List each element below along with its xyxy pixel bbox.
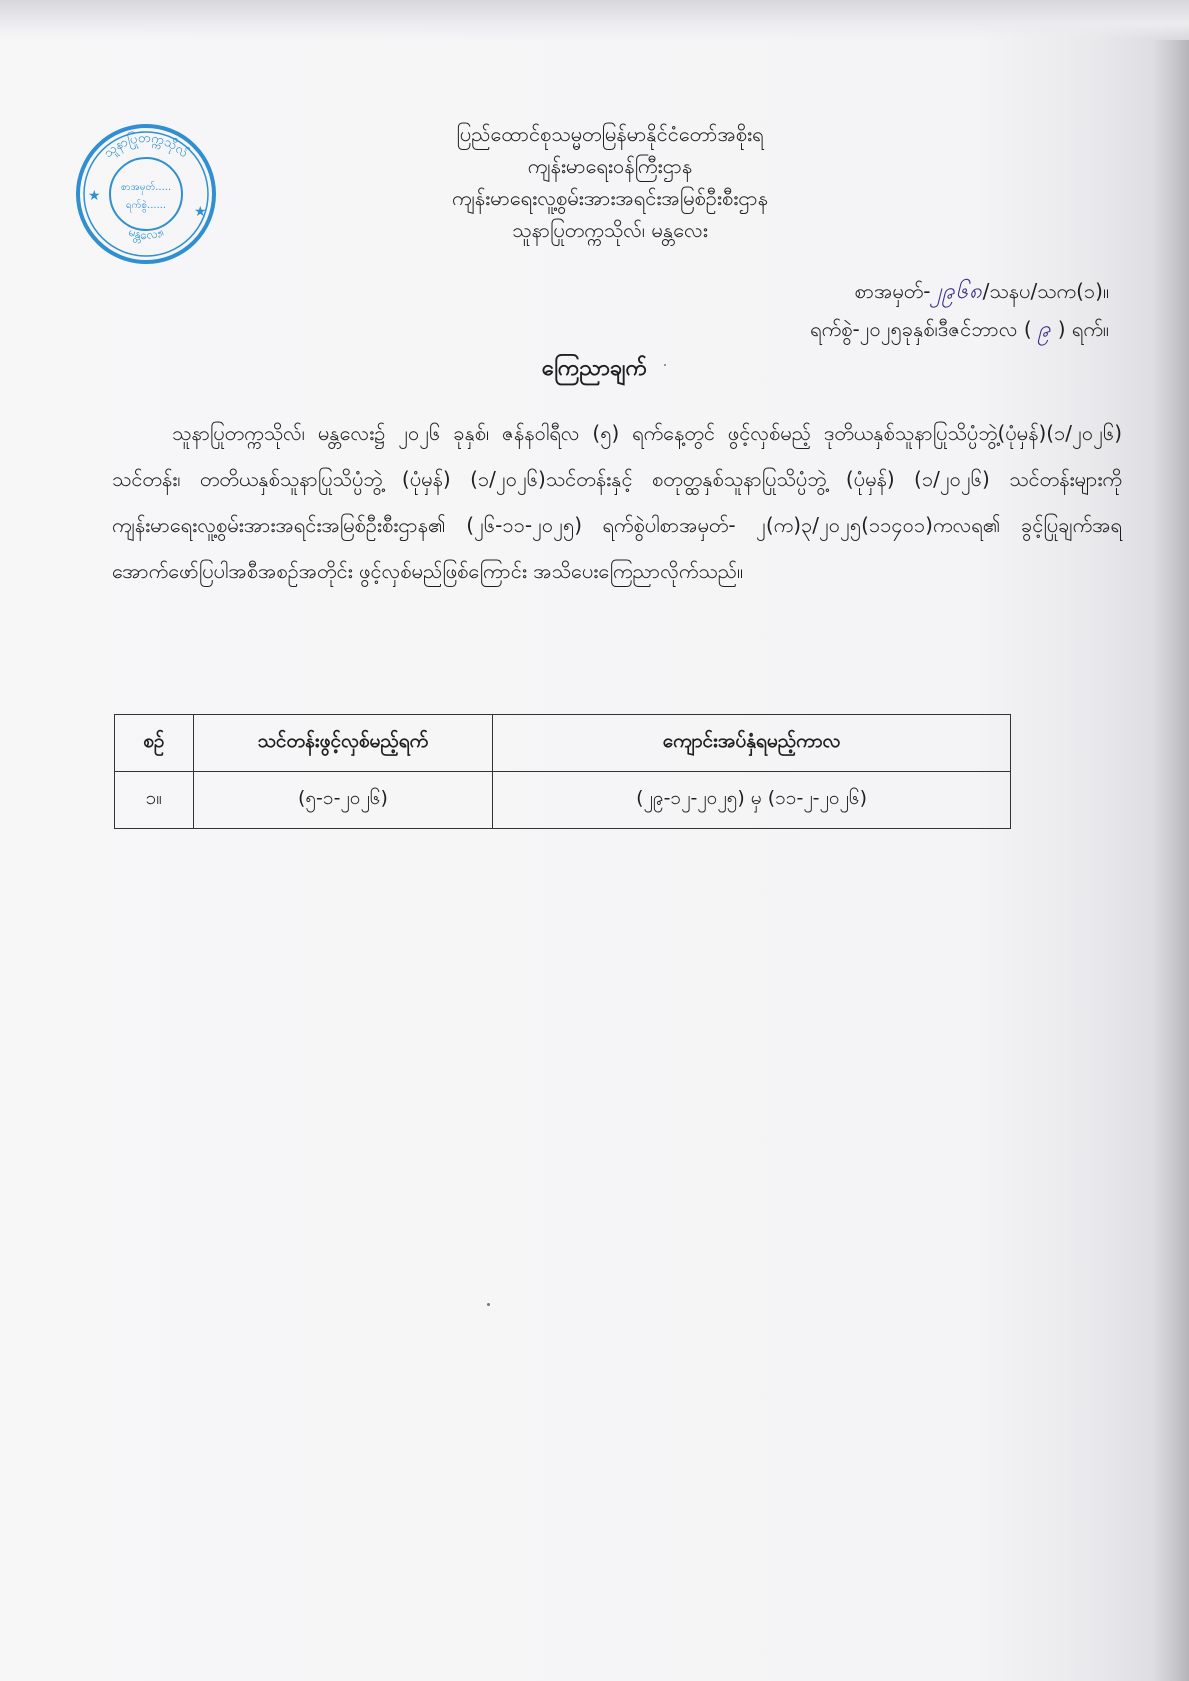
scan-right-shadow xyxy=(1153,40,1189,1681)
cell-enrollment-period: (၂၉-၁၂-၂၀၂၅) မှ (၁၁-၂-၂၀၂၆) xyxy=(493,772,1011,829)
scan-speck xyxy=(664,364,666,366)
seal-line-number: စာအမှတ်..... xyxy=(120,182,172,193)
header-ministry: ကျန်းမာရေးဝန်ကြီးဌာန xyxy=(527,154,693,178)
letter-number-handwritten: ၂၉၆၈ xyxy=(930,279,983,304)
cell-opening-date: (၅-၁-၂၀၂၆) xyxy=(193,772,492,829)
notice-body xyxy=(112,410,1122,594)
seal-star-right-icon: ★ xyxy=(194,204,207,220)
seal-bottom-text: မန္တလေး။ xyxy=(126,224,166,243)
letter-date-suffix: ) ရက်။ xyxy=(1057,317,1109,341)
svg-text:မန္တလေး။ xyxy=(127,225,166,245)
scan-top-edge xyxy=(0,0,1189,40)
letter-number-prefix: စာအမှတ်- xyxy=(854,279,931,303)
university-seal-stamp xyxy=(72,120,220,268)
header-university: သူနာပြုတက္ကသိုလ်၊ မန္တလေး xyxy=(512,218,708,242)
letter-number-suffix: /သနပ/သက(၁)။ xyxy=(982,279,1109,303)
scan-speck xyxy=(487,1303,490,1306)
notice-body-text: သူနာပြုတက္ကသိုလ်၊ မန္တလေး၌ ၂၀၂၆ ခုနှစ်၊ ဇန်နဝါရီလ (၅) ရက်နေ့တွင် ဖွင့်လှစ်မည့် ဒုတိယနှစ်သူနာပြုသိပ္ပံဘွဲ့(ပုံမှန်)(၁/၂၀၂၆) သင်တန်း၊ တတိယနှစ်သူနာပြုသိပ္ပံဘွဲ့ (ပုံမှန်) (၁/၂၀၂၆)သင်တန်းနှင့် စတုတ္ထနှစ်သူနာပြုသိပ္ပံဘွဲ့ (ပုံမှန်) (၁/၂၀၂၆) သင်တန်းများကို ကျန်းမာရေးလူ့စွမ်းအားအရင်းအမြစ်ဦးစီးဌာန၏ (၂၆-၁၁-၂၀၂၅) ရက်စွဲပါစာအမှတ်- ၂(က)၃/၂၀၂၅(၁၁၄၀၁)ကလရ၏ ခွင့်ပြုချက်အရ အောက်ဖော်ပြပါအစီအစဉ်အတိုင်း ဖွင့်လှစ်မည်ဖြစ်ကြောင်း အသိပေးကြေညာလိုက်သည်။ xyxy=(112,421,1122,583)
schedule-table xyxy=(114,714,1011,829)
letter-date-prefix: ရက်စွဲ-၂၀၂၅ခုနှစ်၊ဒီဇင်ဘာလ ( xyxy=(810,317,1032,341)
letter-number-line xyxy=(629,276,1109,307)
header-serial: စဉ် xyxy=(115,715,194,772)
letter-date-handwritten: ၉ xyxy=(1037,317,1052,342)
seal-star-left-icon: ★ xyxy=(88,188,101,204)
header-opening-date: သင်တန်းဖွင့်လှစ်မည့်ရက် xyxy=(193,715,492,772)
seal-top-text: သူနာပြုတက္ကသိုလ် xyxy=(100,130,192,162)
table-header-row xyxy=(115,715,1011,772)
table-row xyxy=(115,772,1011,829)
header-government: ပြည်ထောင်စုသမ္မတမြန်မာနိုင်ငံတော်အစိုးရ xyxy=(456,122,764,146)
notice-title: ကြေညာချက် xyxy=(541,356,648,381)
cell-serial: ၁။ xyxy=(115,772,194,829)
letter-date-line xyxy=(629,314,1109,345)
seal-line-date: ရက်စွဲ...... xyxy=(125,200,167,211)
header-department: ကျန်းမာရေးလူ့စွမ်းအားအရင်းအမြစ်ဦးစီးဌာန xyxy=(452,186,768,210)
letterhead xyxy=(330,118,890,246)
header-enrollment-period: ကျောင်းအပ်နှံရမည့်ကာလ xyxy=(493,715,1011,772)
